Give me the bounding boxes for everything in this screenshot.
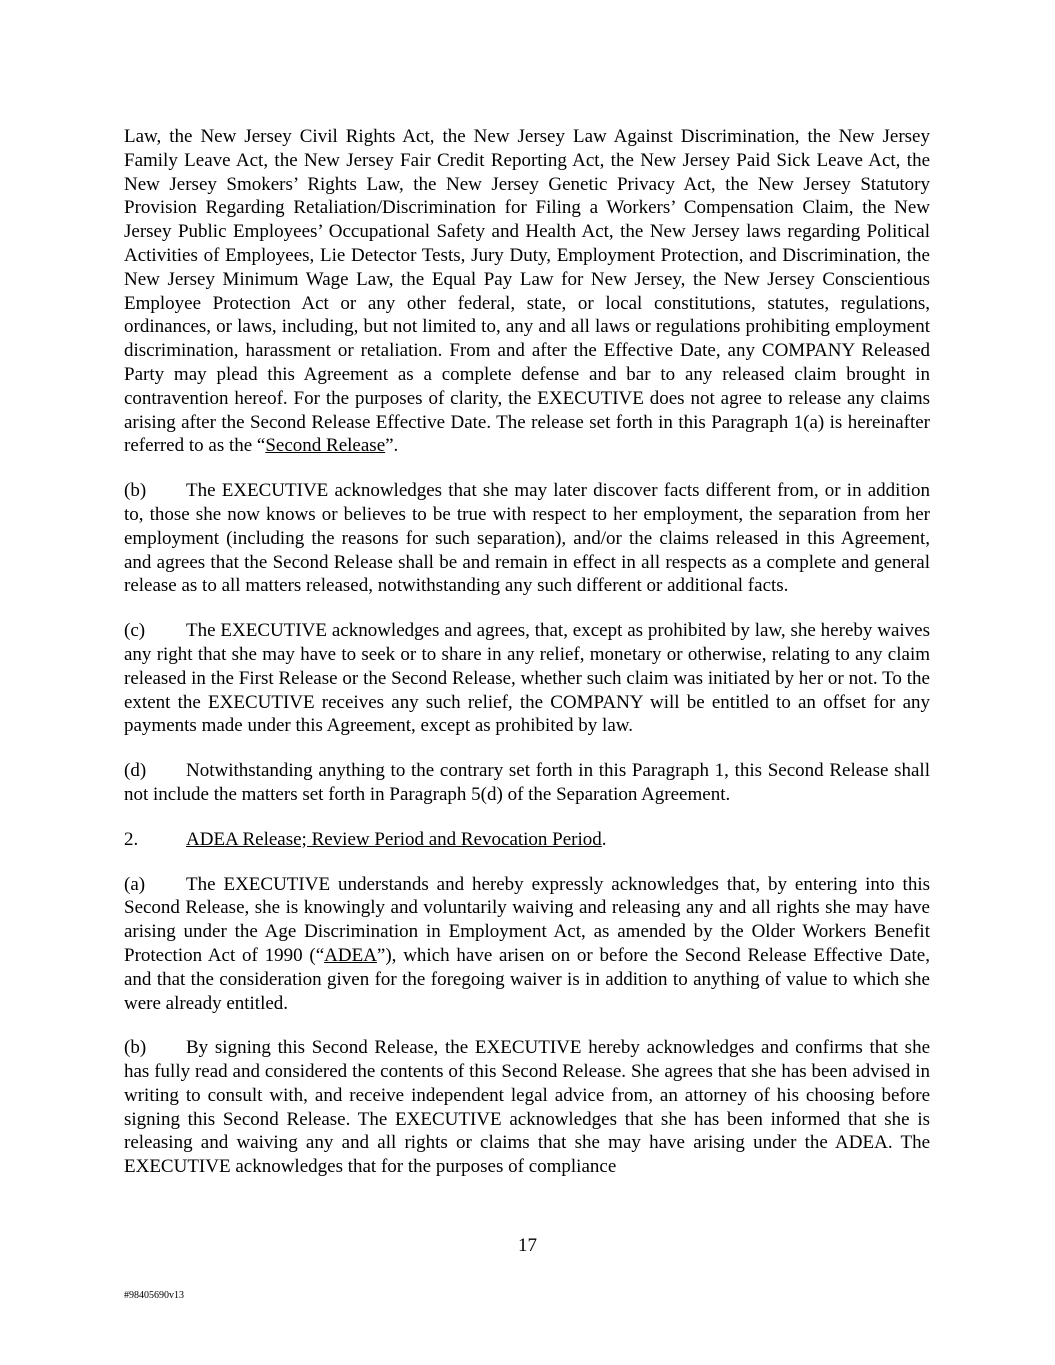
paragraph-1a-continuation: [124, 125, 930, 458]
paragraph-text: The EXECUTIVE understands and hereby expressly acknowledges that, by entering into this Second Release, she is knowingly and voluntarily waiving and releasing any and all rights she may have arising under the Age Discrimination in Employment Act, as amended by the Older Workers Benefit Protection Act of 1990 (“: [124, 873, 930, 966]
defined-term-second-release: Second Release: [265, 435, 386, 457]
paragraph-tail: ”.: [385, 435, 399, 457]
section-title: ADEA Release; Review Period and Revocation Period: [186, 828, 602, 850]
paragraph-text: The EXECUTIVE acknowledges that she may later discover facts different from, or in addition to, those she now knows or believes to be true with respect to her employment, the separation from her employment (including the reasons for such separation), and/or the claims released in this Agreement, and agrees that the Second Release shall be and remain in effect in all respects as a complete and general release as to all matters released, notwithstanding any such different or additional facts.: [124, 480, 930, 597]
section-number: 2.: [124, 828, 139, 850]
defined-term-adea: ADEA: [324, 944, 377, 966]
paragraph-label: (b): [124, 1037, 147, 1059]
paragraph-label: (d): [124, 760, 147, 782]
section-2-heading: [124, 828, 930, 852]
page-number: 17: [518, 1235, 537, 1256]
paragraph-2a: [124, 873, 930, 1016]
paragraph-text: Notwithstanding anything to the contrary set forth in this Paragraph 1, this Second Release shall not include the matters set forth in Paragraph 5(d) of the Separation Agreement.: [124, 760, 930, 805]
paragraph-1c: [124, 619, 930, 738]
paragraph-text: Law, the New Jersey Civil Rights Act, the New Jersey Law Against Discrimination, the New Jersey Family Leave Act, the New Jersey Fair Credit Reporting Act, the New Jersey Paid Sick Leave Act, the New Jersey Smokers’ Rights Law, the New Jersey Genetic Privacy Act, the New Jersey Statutory Provision Regarding Retaliation/Discrimination for Filing a Workers’ Compensation Claim, the New Jersey Public Employees’ Occupational Safety and Health Act, the New Jersey laws regarding Political Activities of Employees, Lie Detector Tests, Jury Duty, Employment Protection, and Discrimination, the New Jersey Minimum Wage Law, the Equal Pay Law for New Jersey, the New Jersey Conscientious Employee Protection Act or any other federal, state, or local constitutions, statutes, regulations, ordinances, or laws, including, but not limited to, any and all laws or regulations prohibiting employment discrimination, harassment or retaliation. From and after the Effective Date, any COMPANY Released Party may plead this Agreement as a complete defense and bar to any released claim brought in contravention hereof. For the purposes of clarity, the EXECUTIVE does not agree to release any claims arising after the Second Release Effective Date. The release set forth in this Paragraph 1(a) is hereinafter referred to as the “: [124, 126, 930, 457]
paragraph-label: (b): [124, 480, 147, 502]
paragraph-text-after: ”), which have arisen on or before the Second Release Effective Date, and that the consideration given for the foregoing waiver is in addition to anything of value to which she were already entitled.: [124, 944, 930, 1014]
section-title-tail: .: [601, 828, 607, 850]
paragraph-1d: [124, 759, 930, 807]
paragraph-text: By signing this Second Release, the EXECUTIVE hereby acknowledges and confirms that she has fully read and considered the contents of this Second Release. She agrees that she has been advised in writing to consult with, and receive independent legal advice from, an attorney of his choosing before signing this Second Release. The EXECUTIVE acknowledges that she has been informed that she is releasing and waiving any and all rights or claims that she may have arising under the ADEA. The EXECUTIVE acknowledges that for the purposes of compliance: [124, 1037, 930, 1178]
paragraph-2b: [124, 1036, 930, 1179]
document-body: [124, 125, 930, 1179]
paragraph-label: (c): [124, 620, 146, 642]
paragraph-label: (a): [124, 873, 146, 895]
paragraph-text: The EXECUTIVE acknowledges and agrees, that, except as prohibited by law, she hereby waives any right that she may have to seek or to share in any relief, monetary or otherwise, relating to any claim released in the First Release or the Second Release, whether such claim was initiated by her or not. To the extent the EXECUTIVE receives any such relief, the COMPANY will be entitled to an offset for any payments made under this Agreement, except as prohibited by law.: [124, 620, 930, 737]
document-id: #98405690v13: [124, 1290, 184, 1301]
paragraph-1b: [124, 479, 930, 598]
